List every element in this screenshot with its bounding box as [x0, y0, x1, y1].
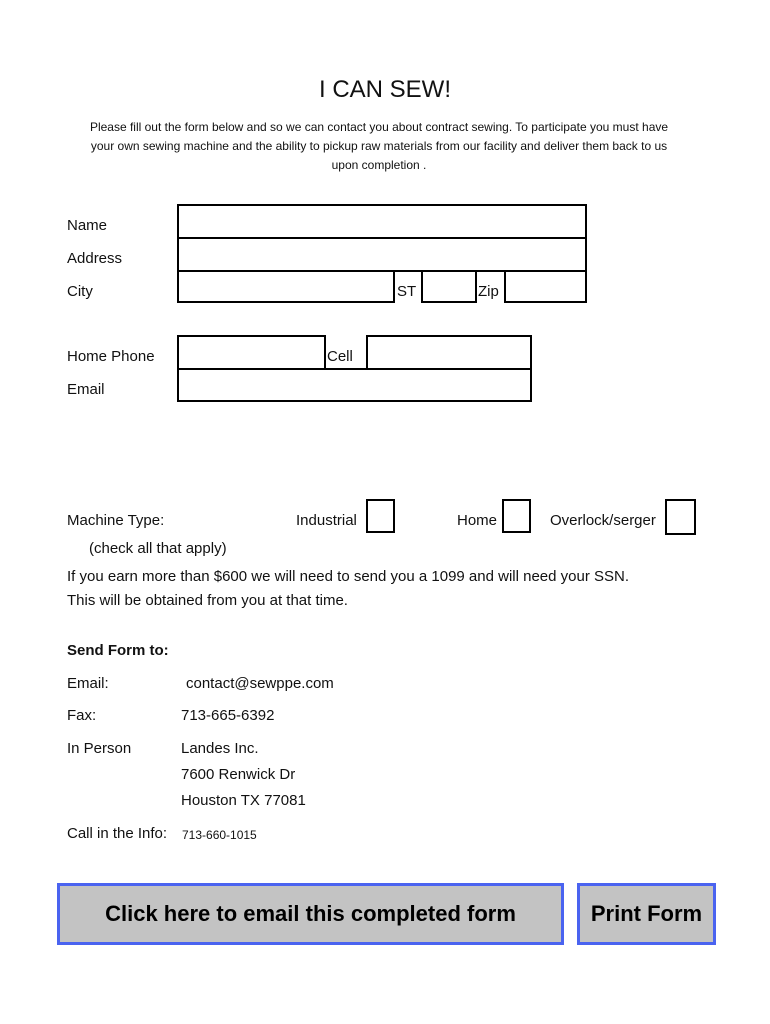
industrial-checkbox[interactable] — [366, 499, 395, 533]
address-line-1: Landes Inc. — [181, 740, 259, 757]
ssn-note-line-2: This will be obtained from you at that time. — [67, 592, 348, 609]
home-phone-label: Home Phone — [67, 348, 155, 365]
call-value: 713-660-1015 — [182, 828, 257, 842]
email-form-button[interactable]: Click here to email this completed form — [57, 883, 564, 945]
fax-value: 713-665-6392 — [181, 707, 275, 724]
machine-type-label: Machine Type: — [67, 512, 165, 529]
fax-label: Fax: — [67, 707, 97, 724]
email-field[interactable] — [177, 368, 532, 402]
address-field[interactable] — [177, 237, 587, 272]
city-label: City — [67, 283, 93, 300]
overlock-checkbox[interactable] — [665, 499, 696, 535]
name-label: Name — [67, 217, 108, 234]
address-line-3: Houston TX 77081 — [181, 792, 306, 809]
send-heading: Send Form to: — [67, 642, 169, 659]
machine-hint: (check all that apply) — [89, 540, 227, 557]
state-label: ST — [397, 283, 417, 300]
email-label: Email — [67, 381, 105, 398]
ssn-note-line-1: If you earn more than $600 we will need to send you a 1099 and will need your SSN. — [67, 568, 630, 585]
industrial-label: Industrial — [296, 512, 357, 529]
city-field[interactable] — [177, 270, 395, 303]
home-checkbox[interactable] — [502, 499, 531, 533]
zip-field[interactable] — [504, 270, 587, 303]
intro-line-1: Please fill out the form below and so we can contact you about contract sewing. To participate you must have — [89, 120, 669, 134]
cell-field[interactable] — [366, 335, 532, 370]
page-title: I CAN SEW! — [318, 76, 451, 103]
home-phone-field[interactable] — [177, 335, 326, 370]
name-field[interactable] — [177, 204, 587, 239]
send-email-label: Email: — [67, 675, 109, 692]
overlock-label: Overlock/serger — [550, 512, 656, 529]
home-label: Home — [457, 512, 498, 529]
state-field[interactable] — [421, 270, 477, 303]
address-label: Address — [67, 250, 123, 267]
cell-label: Cell — [327, 348, 353, 365]
call-label: Call in the Info: — [67, 825, 168, 842]
address-line-2: 7600 Renwick Dr — [181, 766, 296, 783]
in-person-label: In Person — [67, 740, 132, 757]
intro-line-3: upon completion . — [331, 158, 427, 172]
intro-text — [62, 118, 696, 175]
zip-label: Zip — [478, 283, 499, 300]
send-email-value[interactable]: contact@sewppe.com — [186, 675, 334, 692]
print-form-button[interactable]: Print Form — [577, 883, 716, 945]
intro-line-2: your own sewing machine and the ability to pickup raw materials from our facility and deliver them back to us — [90, 139, 668, 153]
